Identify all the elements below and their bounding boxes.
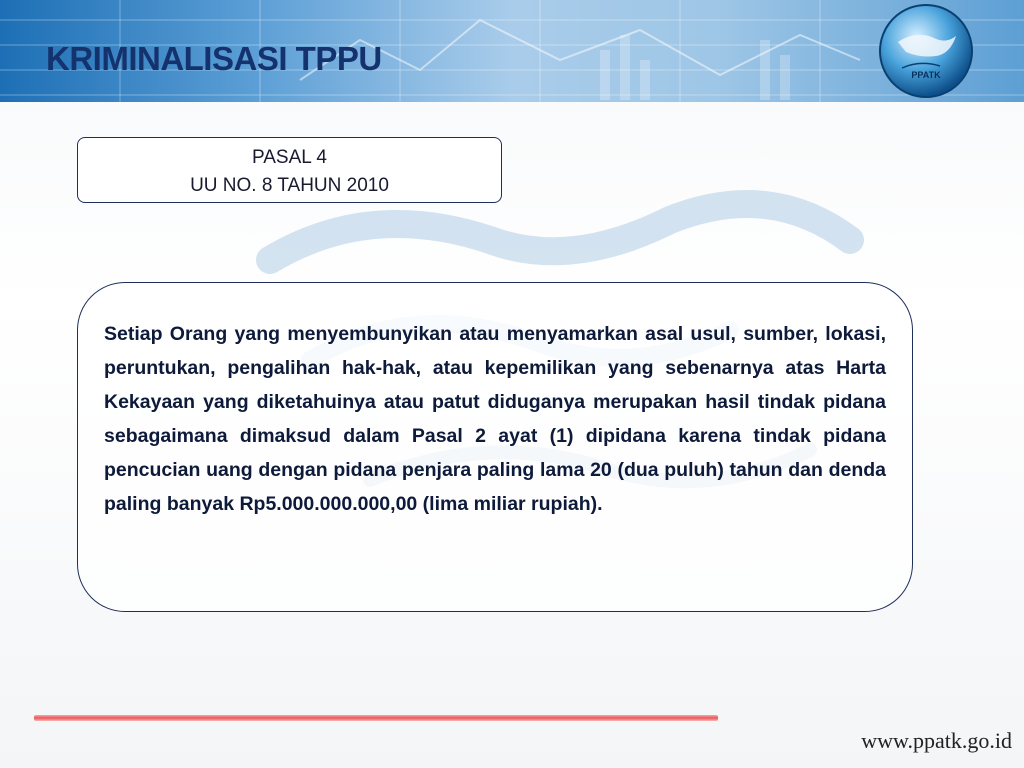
law-reference: UU NO. 8 TAHUN 2010 [190, 175, 389, 196]
article-text: Setiap Orang yang menyembunyikan atau menyamarkan asal usul, sumber, lokasi, peruntukan, pengalihan hak-hak, atau kepemilikan yang sebenarnya atas Harta Kekayaan yang diketahuinya atau patut diduganya merupakan hasil tindak pidana sebagaimana dimaksud dalam Pasal 2 ayat (1) dipidana karena tindak pidana pencucian uang dengan pidana penjara paling lama 20 (dua puluh) tahun dan denda paling banyak Rp5.000.000.000,00 (lima miliar rupiah). [104, 323, 886, 515]
logo-text: PPATK [911, 70, 941, 80]
header-band [0, 0, 1024, 102]
article-content-box [77, 282, 913, 612]
website-url: www.ppatk.go.id [861, 728, 1012, 753]
footer-divider [34, 715, 718, 721]
pasal-reference-box [77, 137, 502, 203]
ppatk-logo-icon [876, 2, 976, 100]
slide-title: KRIMINALISASI TPPU [46, 40, 382, 77]
pasal-number: PASAL 4 [252, 147, 327, 168]
